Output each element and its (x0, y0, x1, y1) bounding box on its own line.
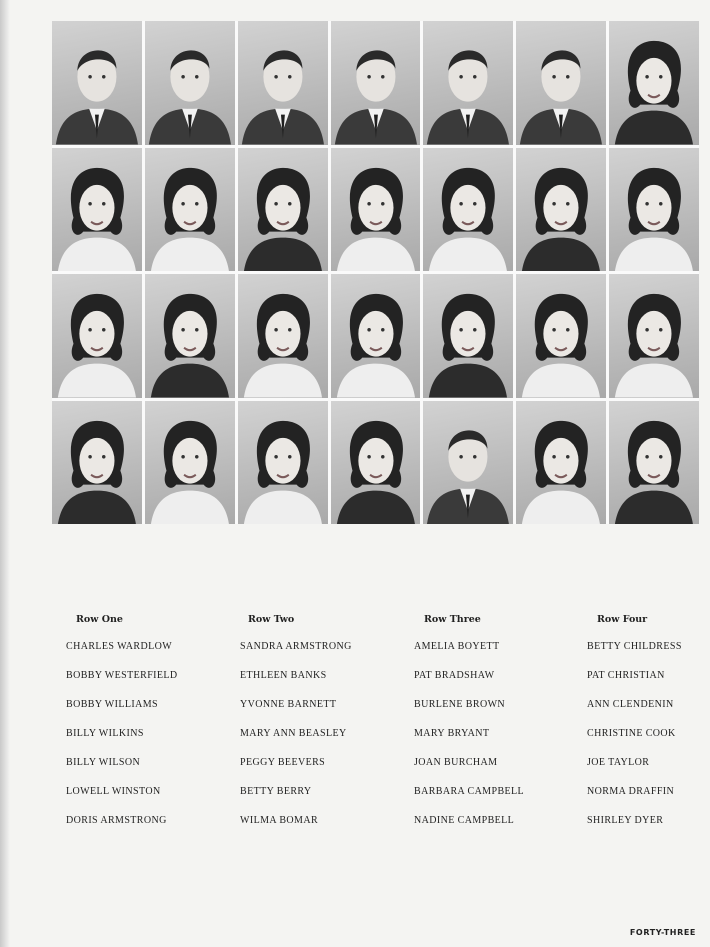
portrait-silhouette (238, 148, 328, 272)
portrait-silhouette (423, 274, 513, 398)
student-portrait (331, 21, 421, 145)
student-name: JOE TAYLOR (587, 757, 650, 768)
portrait-silhouette (145, 21, 235, 145)
student-name: ANN CLENDENIN (587, 699, 674, 710)
student-portrait (331, 401, 421, 525)
student-name: PAT BRADSHAW (414, 670, 495, 681)
column-row-two (240, 610, 410, 839)
student-name: AMELIA BOYETT (414, 641, 500, 652)
portrait-silhouette (331, 21, 421, 145)
student-portrait (331, 148, 421, 272)
portrait-silhouette (52, 21, 142, 145)
column-row-four (587, 610, 710, 839)
column-header: Row Four (597, 614, 648, 625)
student-portrait (238, 148, 328, 272)
student-name: CHARLES WARDLOW (66, 641, 173, 652)
student-portrait (145, 401, 235, 525)
student-name: BURLENE BROWN (414, 699, 506, 710)
student-name: BETTY CHILDRESS (587, 641, 682, 652)
student-name: JOAN BURCHAM (414, 757, 498, 768)
student-name: SANDRA ARMSTRONG (240, 641, 352, 652)
student-portrait (516, 21, 606, 145)
portrait-silhouette (52, 274, 142, 398)
student-name: ETHLEEN BANKS (240, 670, 327, 681)
column-header: Row One (76, 614, 123, 625)
student-portrait (609, 148, 699, 272)
student-name: YVONNE BARNETT (240, 699, 337, 710)
student-name: BOBBY WILLIAMS (66, 699, 158, 710)
student-portrait (145, 21, 235, 145)
student-portrait (609, 21, 699, 145)
page-number: FORTY-THREE (629, 928, 696, 937)
portrait-silhouette (331, 401, 421, 525)
portrait-silhouette (52, 148, 142, 272)
portrait-silhouette (145, 274, 235, 398)
student-portrait (423, 21, 513, 145)
portrait-silhouette (423, 21, 513, 145)
student-name: WILMA BOMAR (240, 815, 319, 826)
student-portrait (516, 148, 606, 272)
portrait-silhouette (609, 401, 699, 525)
portrait-silhouette (52, 401, 142, 525)
student-portrait (609, 401, 699, 525)
student-name: BILLY WILKINS (66, 728, 144, 739)
column-row-one (66, 610, 236, 839)
portrait-grid (52, 21, 699, 524)
student-portrait (609, 274, 699, 398)
student-name: BETTY BERRY (240, 786, 312, 797)
student-portrait (145, 274, 235, 398)
student-portrait (516, 401, 606, 525)
portrait-silhouette (331, 274, 421, 398)
student-portrait (145, 148, 235, 272)
column-row-three (414, 610, 584, 839)
name-columns (0, 610, 710, 840)
portrait-silhouette (238, 21, 328, 145)
student-name: SHIRLEY DYER (587, 815, 664, 826)
portrait-silhouette (516, 274, 606, 398)
portrait-silhouette (609, 148, 699, 272)
student-name: NADINE CAMPBELL (414, 815, 515, 826)
portrait-silhouette (609, 21, 699, 145)
student-name: MARY BRYANT (414, 728, 490, 739)
portrait-silhouette (238, 401, 328, 525)
student-name: BILLY WILSON (66, 757, 141, 768)
student-portrait (238, 401, 328, 525)
student-portrait (52, 401, 142, 525)
student-name: CHRISTINE COOK (587, 728, 676, 739)
student-portrait (423, 274, 513, 398)
student-name: DORIS ARMSTRONG (66, 815, 167, 826)
portrait-silhouette (516, 21, 606, 145)
portrait-silhouette (145, 148, 235, 272)
student-name: MARY ANN BEASLEY (240, 728, 347, 739)
portrait-silhouette (423, 401, 513, 525)
column-header: Row Three (424, 614, 481, 625)
student-name: BARBARA CAMPBELL (414, 786, 525, 797)
student-name: LOWELL WINSTON (66, 786, 161, 797)
handwritten-signature-faded (236, 530, 335, 540)
portrait-silhouette (609, 274, 699, 398)
student-portrait (238, 274, 328, 398)
student-name: NORMA DRAFFIN (587, 786, 675, 797)
student-portrait (423, 401, 513, 525)
portrait-silhouette (423, 148, 513, 272)
student-portrait (52, 148, 142, 272)
student-portrait (52, 274, 142, 398)
portrait-silhouette (516, 148, 606, 272)
student-portrait (52, 21, 142, 145)
student-portrait (238, 21, 328, 145)
portrait-silhouette (516, 401, 606, 525)
student-name: PEGGY BEEVERS (240, 757, 326, 768)
student-name: BOBBY WESTERFIELD (66, 670, 178, 681)
student-portrait (516, 274, 606, 398)
student-portrait (423, 148, 513, 272)
portrait-silhouette (238, 274, 328, 398)
portrait-silhouette (145, 401, 235, 525)
column-header: Row Two (248, 614, 295, 625)
student-name: PAT CHRISTIAN (587, 670, 665, 681)
student-portrait (331, 274, 421, 398)
portrait-silhouette (331, 148, 421, 272)
